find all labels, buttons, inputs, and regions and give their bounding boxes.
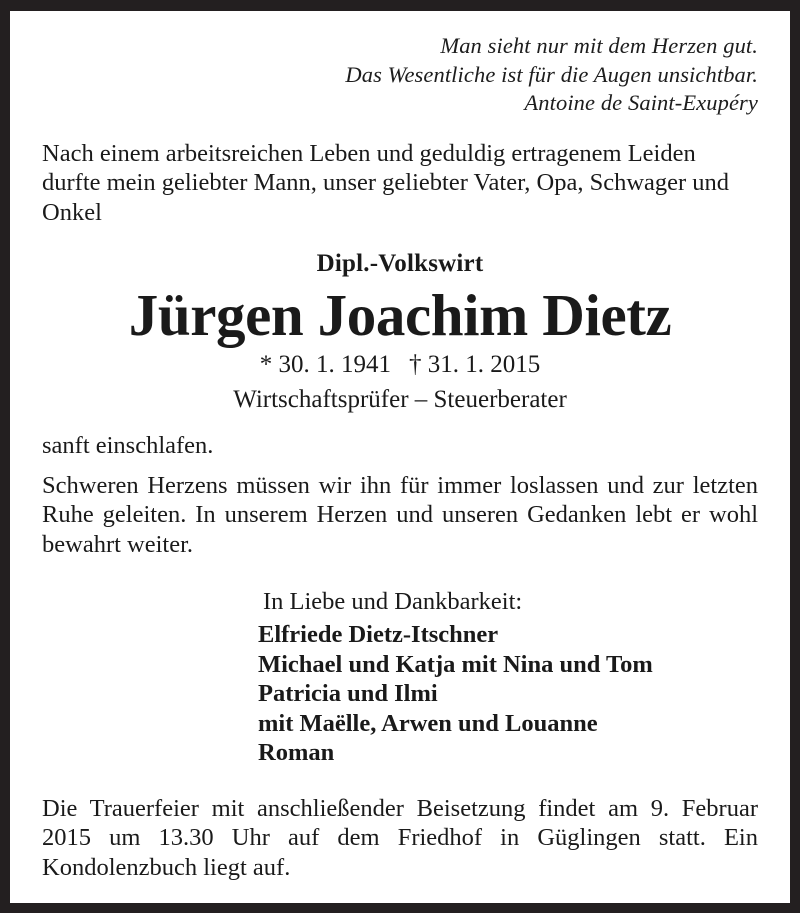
death-date: 31. 1. 2015 [427,351,541,378]
funeral-details-paragraph: Die Trauerfeier mit anschließender Beisetzung findet am 9. Februar 2015 um 13.30 Uhr auf dem Friedhof in Güglingen statt. Ein Kondolenzbuch liegt auf. [42,794,758,881]
family-intro-line: In Liebe und Dankbarkeit: [263,588,523,615]
family-signature-block [42,587,758,768]
death-symbol: † [409,351,422,378]
quote-line-1: Man sieht nur mit dem Herzen gut. [440,33,758,58]
birth-date: 30. 1. 1941 [278,351,391,378]
intro-paragraph: Nach einem arbeitsreichen Leben und geduldig ertragenem Leiden durfte mein geliebter Mann, unser geliebter Vater, Opa, Schwager und Onkel [42,139,730,226]
deceased-occupation: Wirtschaftsprüfer – Steuerberater [233,386,567,413]
continuation-paragraph: sanft einschlafen. [42,432,214,459]
quote-line-2: Das Wesentliche ist für die Augen unsichtbar. [345,61,758,87]
family-member: Roman [258,739,335,766]
quote-author: Antoine de Saint-Exupéry [524,90,758,115]
tribute-paragraph: Schweren Herzens müssen wir ihn für immer loslassen und zur letzten Ruhe geleiten. In unserem Herzen und unseren Gedanken lebt er wohl bewahrt weiter. [42,471,758,558]
profession-title: Dipl.-Volkswirt [316,250,484,277]
family-member: mit Maëlle, Arwen und Louanne [258,709,598,737]
deceased-name-block [42,249,758,417]
family-members-list [258,620,758,768]
epigraph-quote [42,32,758,118]
family-member: Patricia und Ilmi [258,680,438,707]
deceased-full-name: Jürgen Joachim Dietz [128,282,672,348]
family-member: Michael und Katja mit Nina und Tom [258,650,653,678]
notice-content [42,32,758,882]
birth-symbol: * [259,351,273,378]
family-member: Elfriede Dietz-Itschner [258,621,499,648]
life-dates [42,349,758,381]
